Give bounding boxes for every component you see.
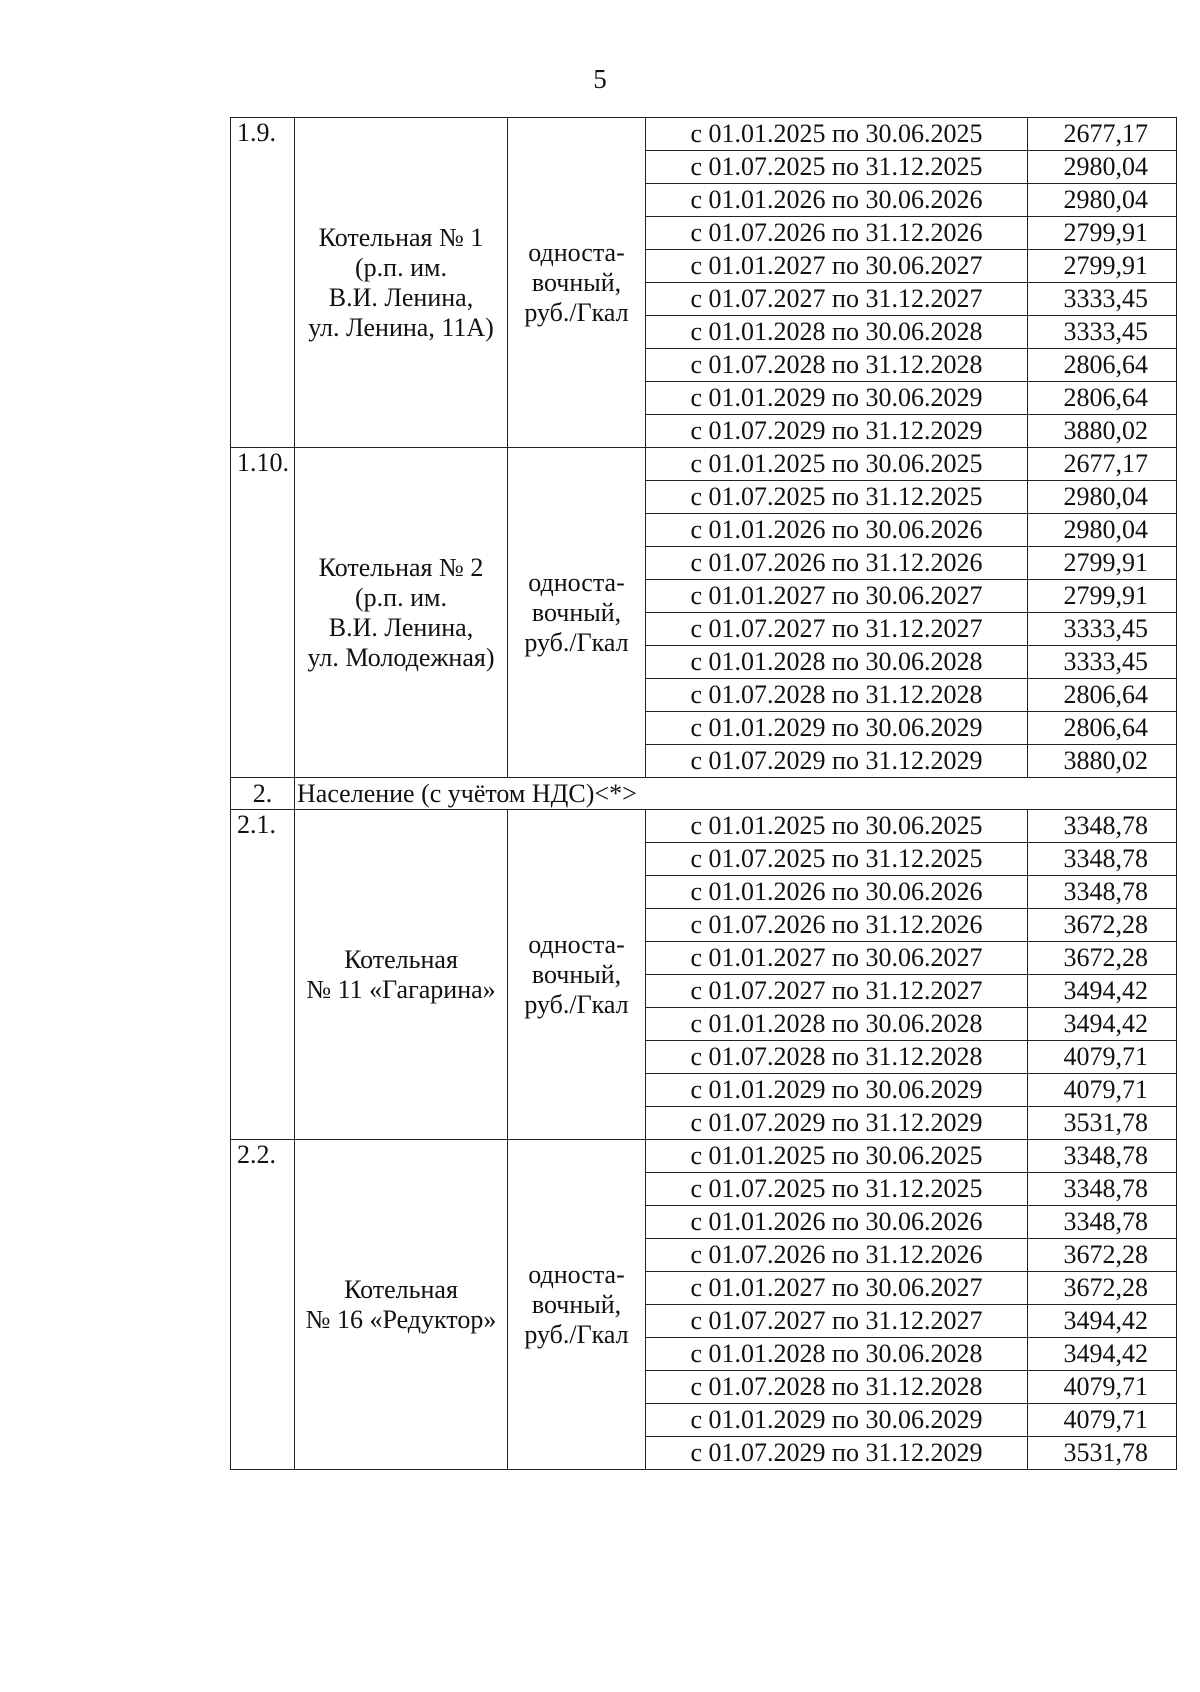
period-cell: с 01.01.2026 по 30.06.2026	[646, 514, 1028, 547]
period-cell: с 01.07.2029 по 31.12.2029	[646, 1107, 1028, 1140]
period-cell: с 01.07.2029 по 31.12.2029	[646, 1437, 1028, 1470]
period-cell: с 01.07.2029 по 31.12.2029	[646, 745, 1028, 778]
tariff-value: 3348,78	[1028, 876, 1177, 909]
tariff-value: 2806,64	[1028, 679, 1177, 712]
period-cell: с 01.01.2027 по 30.06.2027	[646, 942, 1028, 975]
period-cell: с 01.01.2028 по 30.06.2028	[646, 316, 1028, 349]
table-row	[231, 810, 1177, 843]
tariff-value: 2677,17	[1028, 448, 1177, 481]
tariff-value: 3333,45	[1028, 316, 1177, 349]
tariff-value: 3494,42	[1028, 1305, 1177, 1338]
tariff-type	[508, 810, 646, 1140]
boiler-name	[295, 118, 508, 448]
tariff-value: 3333,45	[1028, 646, 1177, 679]
boiler-name-line: (р.п. им.	[355, 252, 447, 282]
tariff-value: 3672,28	[1028, 942, 1177, 975]
period-cell: с 01.01.2025 по 30.06.2025	[646, 1140, 1028, 1173]
period-cell: с 01.07.2028 по 31.12.2028	[646, 349, 1028, 382]
tariff-value: 2799,91	[1028, 250, 1177, 283]
tariff-type	[508, 448, 646, 778]
row-number: 2.2.	[231, 1140, 295, 1470]
tariff-value: 3494,42	[1028, 975, 1177, 1008]
period-cell: с 01.01.2025 по 30.06.2025	[646, 448, 1028, 481]
period-cell: с 01.07.2028 по 31.12.2028	[646, 679, 1028, 712]
tariff-value: 3672,28	[1028, 1239, 1177, 1272]
tariff-value: 3531,78	[1028, 1107, 1177, 1140]
period-cell: с 01.01.2028 по 30.06.2028	[646, 1008, 1028, 1041]
tariff-value: 4079,71	[1028, 1041, 1177, 1074]
boiler-name-line: Котельная № 1	[318, 222, 484, 252]
tariff-value: 2980,04	[1028, 151, 1177, 184]
period-cell: с 01.07.2026 по 31.12.2026	[646, 547, 1028, 580]
tariff-value: 4079,71	[1028, 1074, 1177, 1107]
period-cell: с 01.07.2025 по 31.12.2025	[646, 843, 1028, 876]
tariff-table	[230, 117, 1177, 1470]
period-cell: с 01.07.2025 по 31.12.2025	[646, 151, 1028, 184]
tariff-value: 3348,78	[1028, 1140, 1177, 1173]
period-cell: с 01.01.2027 по 30.06.2027	[646, 250, 1028, 283]
boiler-name-line: Котельная	[344, 1274, 458, 1304]
tariff-value: 3333,45	[1028, 283, 1177, 316]
period-cell: с 01.07.2027 по 31.12.2027	[646, 613, 1028, 646]
tariff-type-line: вочный,	[531, 267, 622, 297]
period-cell: с 01.01.2028 по 30.06.2028	[646, 646, 1028, 679]
period-cell: с 01.01.2025 по 30.06.2025	[646, 810, 1028, 843]
tariff-value: 2799,91	[1028, 580, 1177, 613]
tariff-type-line: руб./Гкал	[524, 627, 629, 657]
boiler-name-line: № 11 «Гагарина»	[306, 974, 496, 1004]
tariff-type-line: руб./Гкал	[524, 989, 629, 1019]
boiler-name-line: № 16 «Редуктор»	[305, 1304, 497, 1334]
boiler-name-line: ул. Молодежная)	[307, 642, 495, 672]
table-row	[231, 118, 1177, 151]
period-cell: с 01.01.2025 по 30.06.2025	[646, 118, 1028, 151]
table-row	[231, 1140, 1177, 1173]
tariff-value: 3348,78	[1028, 1173, 1177, 1206]
tariff-value: 3880,02	[1028, 415, 1177, 448]
tariff-type-line: вочный,	[531, 959, 622, 989]
tariff-value: 2799,91	[1028, 547, 1177, 580]
tariff-value: 2806,64	[1028, 712, 1177, 745]
boiler-name	[295, 810, 508, 1140]
tariff-value: 2677,17	[1028, 118, 1177, 151]
period-cell: с 01.01.2029 по 30.06.2029	[646, 1074, 1028, 1107]
tariff-value: 3348,78	[1028, 810, 1177, 843]
tariff-type-line: односта-	[528, 237, 625, 267]
page-number: 5	[593, 64, 607, 94]
boiler-name-line: (р.п. им.	[355, 582, 447, 612]
period-cell: с 01.07.2027 по 31.12.2027	[646, 283, 1028, 316]
period-cell: с 01.01.2026 по 30.06.2026	[646, 184, 1028, 217]
tariff-type-line: вочный,	[531, 1289, 622, 1319]
boiler-name-line: В.И. Ленина,	[328, 282, 474, 312]
period-cell: с 01.01.2029 по 30.06.2029	[646, 712, 1028, 745]
period-cell: с 01.07.2026 по 31.12.2026	[646, 909, 1028, 942]
tariff-value: 2806,64	[1028, 382, 1177, 415]
tariff-type-line: односта-	[528, 1259, 625, 1289]
section-number: 2.	[231, 778, 295, 810]
tariff-table-body	[231, 118, 1177, 1470]
tariff-type-line: односта-	[528, 929, 625, 959]
tariff-value: 2980,04	[1028, 184, 1177, 217]
period-cell: с 01.07.2026 по 31.12.2026	[646, 217, 1028, 250]
tariff-value: 3348,78	[1028, 843, 1177, 876]
tariff-value: 2799,91	[1028, 217, 1177, 250]
table-row	[231, 448, 1177, 481]
tariff-value: 3672,28	[1028, 1272, 1177, 1305]
period-cell: с 01.07.2028 по 31.12.2028	[646, 1041, 1028, 1074]
period-cell: с 01.01.2027 по 30.06.2027	[646, 580, 1028, 613]
period-cell: с 01.01.2029 по 30.06.2029	[646, 1404, 1028, 1437]
tariff-value: 4079,71	[1028, 1371, 1177, 1404]
period-cell: с 01.07.2027 по 31.12.2027	[646, 1305, 1028, 1338]
boiler-name-line: Котельная № 2	[318, 552, 484, 582]
tariff-value: 3494,42	[1028, 1008, 1177, 1041]
tariff-type	[508, 1140, 646, 1470]
period-cell: с 01.01.2026 по 30.06.2026	[646, 876, 1028, 909]
tariff-type-line: вочный,	[531, 597, 622, 627]
section-row	[231, 778, 1177, 810]
section-title: Население (с учётом НДС)<*>	[295, 778, 1177, 810]
tariff-value: 4079,71	[1028, 1404, 1177, 1437]
tariff-value: 3333,45	[1028, 613, 1177, 646]
period-cell: с 01.01.2029 по 30.06.2029	[646, 382, 1028, 415]
period-cell: с 01.07.2029 по 31.12.2029	[646, 415, 1028, 448]
boiler-name-line: ул. Ленина, 11А)	[308, 312, 494, 342]
period-cell: с 01.07.2028 по 31.12.2028	[646, 1371, 1028, 1404]
tariff-value: 3880,02	[1028, 745, 1177, 778]
period-cell: с 01.07.2027 по 31.12.2027	[646, 975, 1028, 1008]
row-number: 1.10.	[231, 448, 295, 778]
tariff-value: 2806,64	[1028, 349, 1177, 382]
boiler-name	[295, 1140, 508, 1470]
row-number: 2.1.	[231, 810, 295, 1140]
period-cell: с 01.01.2026 по 30.06.2026	[646, 1206, 1028, 1239]
tariff-value: 3672,28	[1028, 909, 1177, 942]
tariff-value: 3494,42	[1028, 1338, 1177, 1371]
boiler-name	[295, 448, 508, 778]
boiler-name-line: Котельная	[344, 944, 458, 974]
period-cell: с 01.07.2025 по 31.12.2025	[646, 1173, 1028, 1206]
tariff-type-line: односта-	[528, 567, 625, 597]
period-cell: с 01.01.2028 по 30.06.2028	[646, 1338, 1028, 1371]
tariff-value: 3348,78	[1028, 1206, 1177, 1239]
period-cell: с 01.07.2026 по 31.12.2026	[646, 1239, 1028, 1272]
period-cell: с 01.01.2027 по 30.06.2027	[646, 1272, 1028, 1305]
tariff-type-line: руб./Гкал	[524, 1319, 629, 1349]
row-number: 1.9.	[231, 118, 295, 448]
tariff-value: 2980,04	[1028, 481, 1177, 514]
tariff-type	[508, 118, 646, 448]
tariff-value: 3531,78	[1028, 1437, 1177, 1470]
period-cell: с 01.07.2025 по 31.12.2025	[646, 481, 1028, 514]
boiler-name-line: В.И. Ленина,	[328, 612, 474, 642]
tariff-value: 2980,04	[1028, 514, 1177, 547]
tariff-type-line: руб./Гкал	[524, 297, 629, 327]
